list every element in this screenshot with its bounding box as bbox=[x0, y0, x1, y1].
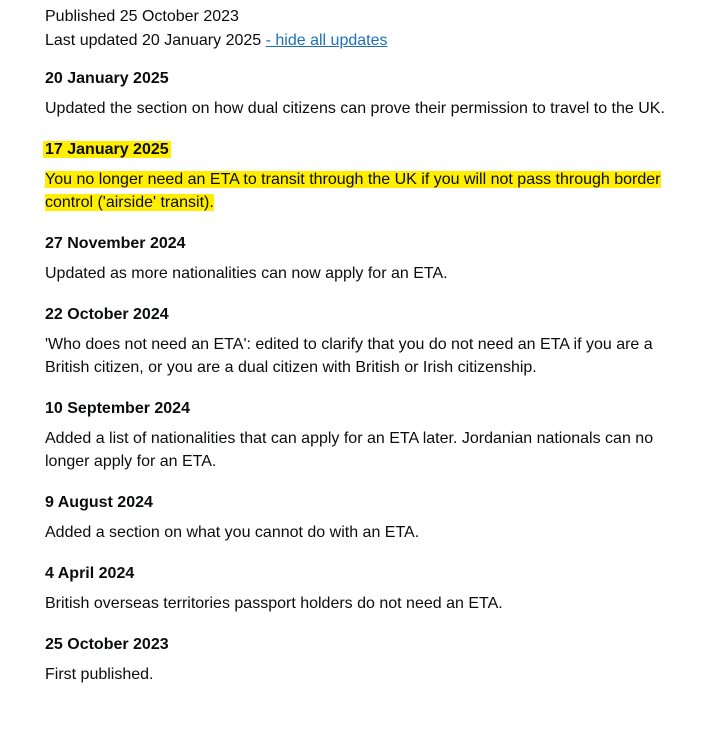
update-note: Updated as more nationalities can now apply for an ETA. bbox=[45, 265, 448, 282]
update-entry bbox=[45, 392, 695, 486]
update-note: Added a list of nationalities that can apply for an ETA later. Jordanian nationals can no longer apply for an ETA. bbox=[45, 430, 654, 470]
update-note: You no longer need an ETA to transit through the UK if you will not pass through border control ('airside' transit). bbox=[45, 171, 661, 211]
update-note: Updated the section on how dual citizens can prove their permission to travel to the UK. bbox=[45, 100, 665, 117]
update-entry bbox=[45, 227, 695, 298]
update-date: 25 October 2023 bbox=[45, 636, 169, 653]
update-date: 20 January 2025 bbox=[45, 70, 169, 87]
update-date: 17 January 2025 bbox=[45, 141, 169, 158]
update-date: 27 November 2024 bbox=[45, 235, 186, 252]
update-date: 9 August 2024 bbox=[45, 494, 153, 511]
update-date: 10 September 2024 bbox=[45, 400, 190, 417]
update-note: First published. bbox=[45, 666, 154, 683]
update-note: Added a section on what you cannot do with an ETA. bbox=[45, 524, 420, 541]
update-entry bbox=[45, 298, 695, 392]
updates-list bbox=[45, 62, 695, 699]
update-entry bbox=[45, 628, 695, 699]
update-date: 4 April 2024 bbox=[45, 565, 135, 582]
published-date: Published 25 October 2023 bbox=[45, 8, 239, 25]
update-entry bbox=[45, 62, 695, 133]
last-updated-date: Last updated 20 January 2025 bbox=[45, 32, 262, 49]
hide-all-updates-link[interactable]: - hide all updates bbox=[265, 32, 388, 49]
update-note: 'Who does not need an ETA': edited to clarify that you do not need an ETA if you are a British citizen, or you are a dual citizen with British or Irish citizenship. bbox=[45, 336, 653, 376]
update-entry-highlighted bbox=[45, 133, 695, 227]
update-entry bbox=[45, 486, 695, 557]
update-entry bbox=[45, 557, 695, 628]
update-date: 22 October 2024 bbox=[45, 306, 169, 323]
last-updated-line bbox=[45, 29, 695, 53]
publication-meta bbox=[45, 0, 695, 53]
update-note: British overseas territories passport holders do not need an ETA. bbox=[45, 595, 503, 612]
